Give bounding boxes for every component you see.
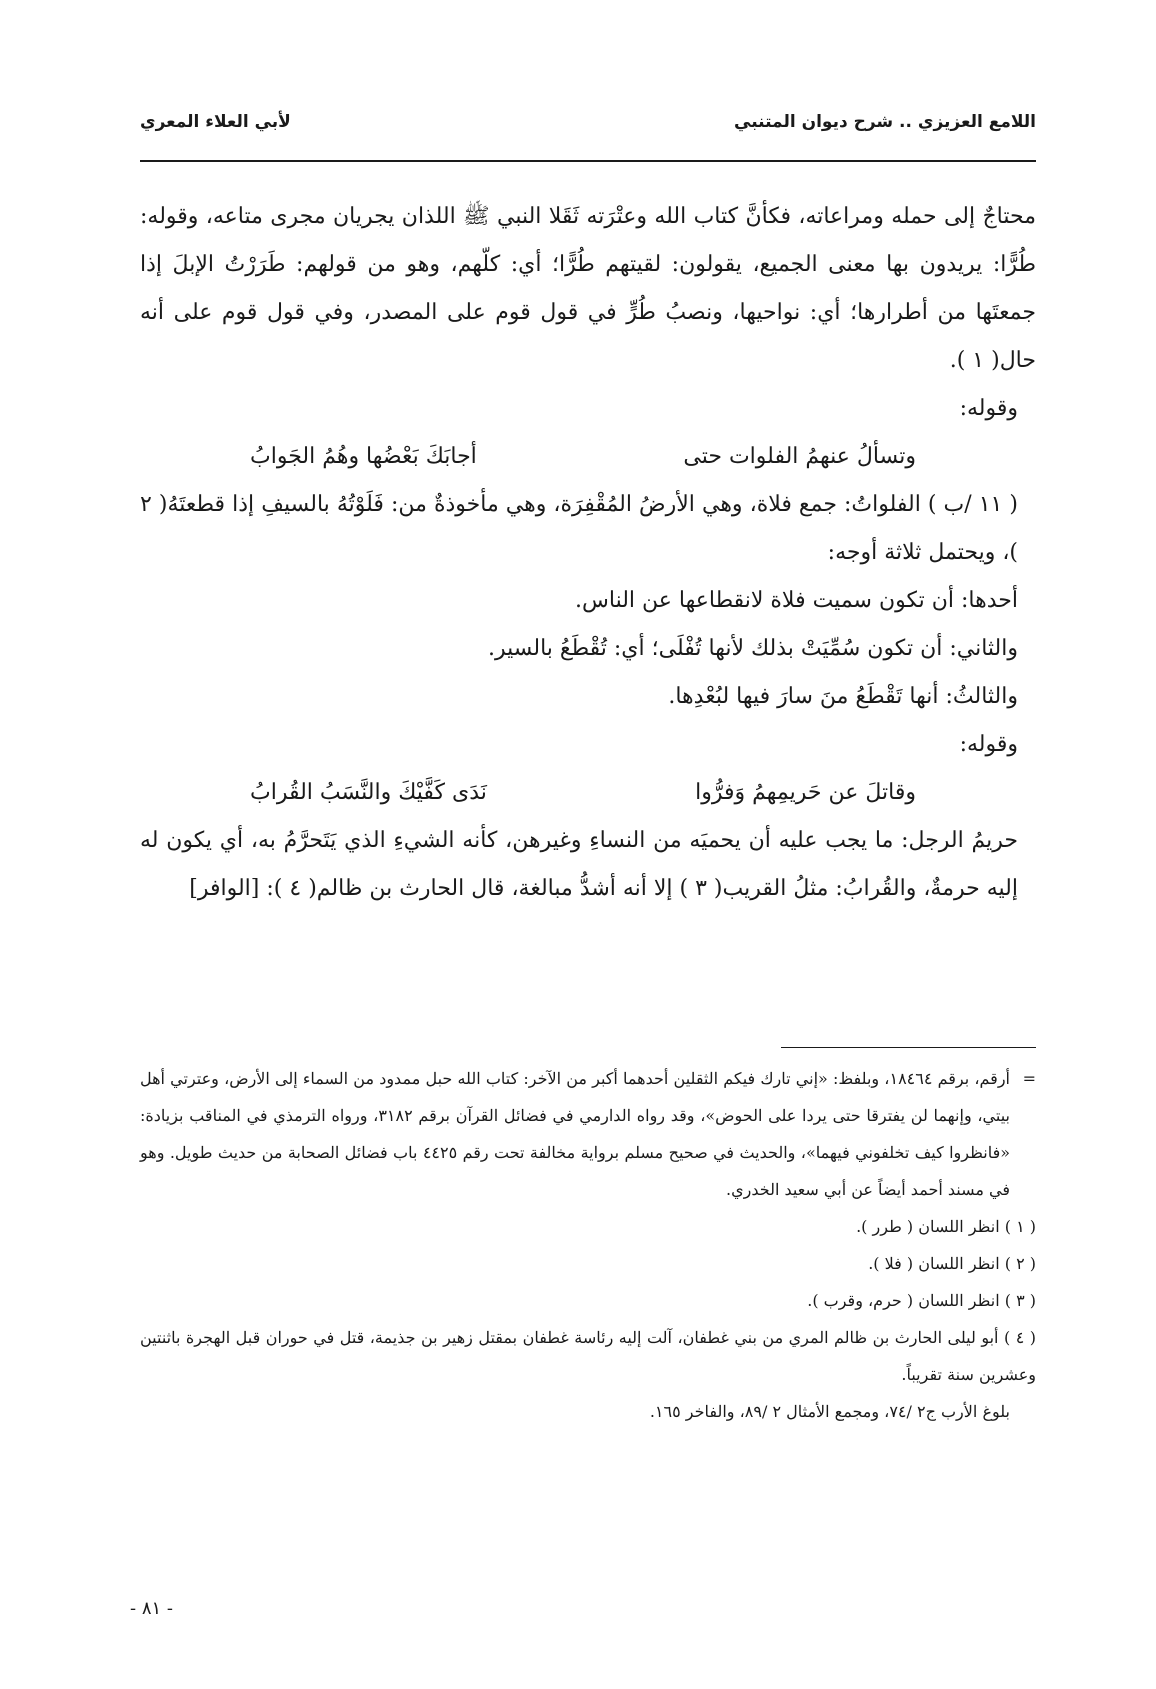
paragraph: ( ١١ /ب ) الفلواتُ: جمع فلاة، وهي الأرضُ المُقْفِرَة، وهي مأخوذةٌ من: فَلَوْتُهُ بالسيفِ إذا قطعتَهُ( ٢ )، ويحتمل ثلاثة أوجه: [140,492,1018,565]
paragraph: حريمُ الرجل: ما يجب عليه أن يحميَه من النساءِ وغيرهن، كأنه الشيءِ الذي يَتَحرَّمُ به، أي يكون له إليه حرمةٌ، والقُرابُ: مثلُ القريب( ٣ ) إلا أنه أشدُّ مبالغة، قال الحارث بن ظالم( ٤ ): [الوافر] [140,828,1018,901]
verse-intro: وقوله: [959,732,1018,757]
verse-second-hemistich: أجابَكَ بَعْضُها وهُمُ الجَوابُ [250,444,477,469]
footnote: ( ٢ ) انظر اللسان ( فلا ). [868,1254,1036,1273]
footnote: ( ٣ ) انظر اللسان ( حرم، وقرب ). [807,1291,1036,1310]
verse-second-hemistich: نَدَى كَفَّيْكَ والنَّسَبُ القُرابُ [250,780,487,805]
footnote: ( ١ ) انظر اللسان ( طرر ). [856,1217,1036,1236]
header-rule [140,160,1036,162]
paragraph: محتاجٌ إلى حمله ومراعاته، فكأنَّ كتاب الله وعتْرَته ثَقَلا النبي ﷺ اللذان يجريان مجرى متاعه، وقوله: طُرًّا: يريدون بها معنى الجميع، يقولون: لقيتهم طُرًّا؛ أي: كلّهم، وهو من قولهم: طَرَرْتُ الإبلَ إذا جمعتَها من أطرارها؛ أي: نواحيها، ونصبُ طُرٍّ في قول قوم على المصدر، وفي قول قوم على أنه حال( ١ ). [140,204,1036,373]
footnote-source: بلوغ الأرب ج٢ /٧٤، ومجمع الأمثال ٢ /٨٩، والفاخر ١٦٥. [649,1402,1010,1421]
author-name: لأبي العلاء المعري [140,112,291,132]
running-header [140,112,1036,146]
continuation-mark: = [1022,1069,1036,1088]
verse-line [140,769,1036,817]
verse-line [140,433,1036,481]
footnote-continuation [140,1060,1036,1208]
footnotes [140,1060,1036,1430]
paragraph: والثاني: أن تكون سُمِّيَتْ بذلك لأنها تُفْلَى؛ أي: تُقْطَعُ بالسير. [487,636,1018,661]
footnote-text: أرقم، برقم ١٨٤٦٤، وبلفظ: «إني تارك فيكم الثقلين أحدهما أكبر من الآخر: كتاب الله حبل ممدود من السماء إلى الأرض، وعترتي أهل بيتي، وإنهما لن يفترقا حتى يردا على الحوض»، وقد رواه الدارمي في فضائل القرآن برقم ٣١٨٢، ورواه الترمذي في المناقب بزيادة: «فانظروا كيف تخلفوني فيهما»، والحديث في صحيح مسلم برواية مخالفة تحت رقم ٤٤٢٥ باب فضائل الصحابة من حديث طويل. وهو في مسند أحمد أيضاً عن أبي سعيد الخدري. [140,1069,1011,1199]
page-number: - ٨١ - [130,1598,173,1619]
verse-intro: وقوله: [959,396,1018,421]
verse-first-hemistich: وقاتلَ عن حَريمِهمُ وَفرُّوا [695,780,916,805]
book-title: اللامع العزيزي .. شرح ديوان المتنبي [734,112,1036,132]
paragraph: أحدها: أن تكون سميت فلاة لانقطاعها عن الناس. [575,588,1018,613]
main-text [140,193,1036,913]
verse-first-hemistich: وتسألُ عنهمُ الفلوات حتى [683,444,916,469]
paragraph: والثالثُ: أنها تَقْطَعُ منَ سارَ فيها لبُعْدِها. [668,684,1018,709]
footnote: ( ٤ ) أبو ليلى الحارث بن ظالم المري من بني غطفان، آلت إليه رئاسة غطفان بمقتل زهير بن جذيمة، قتل في حوران قبل الهجرة باثنتين وعشرين سنة تقريباً. [140,1328,1036,1384]
footnote-rule [781,1047,1036,1048]
